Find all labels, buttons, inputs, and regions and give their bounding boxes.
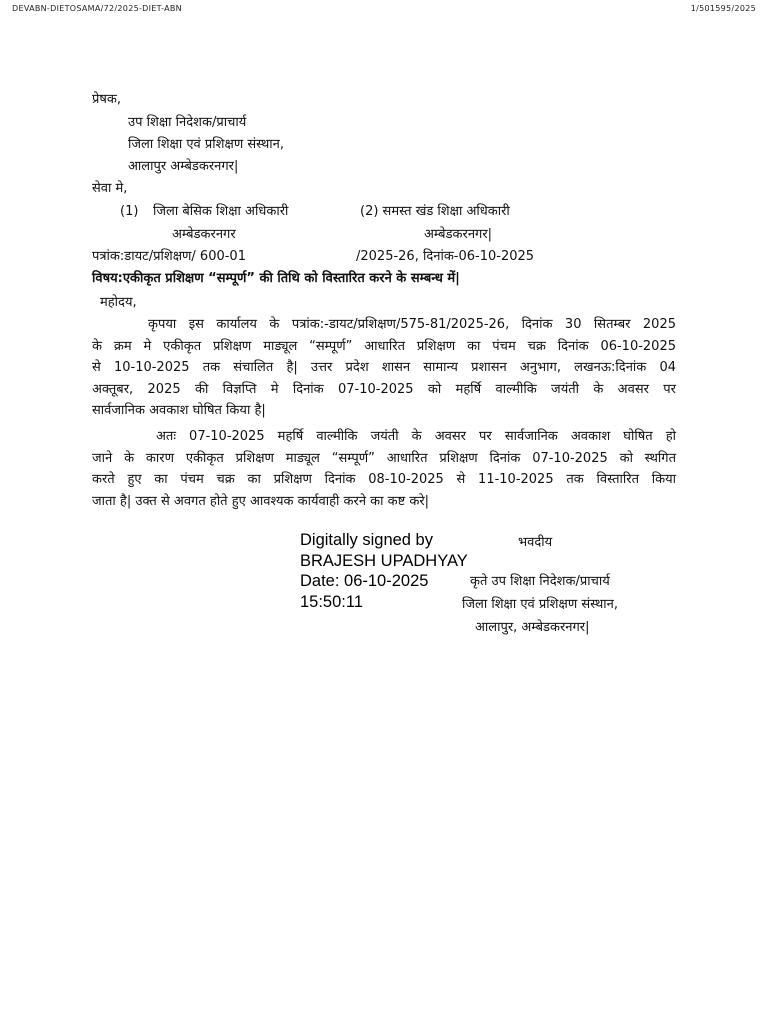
paragraph-line: सार्वजानिक अवकाश घोषित किया है| — [92, 403, 266, 418]
paragraph-line: के क्रम मे एकीकृत प्रशिक्षण माड्यूल “सम्पूर्ण” आधारित प्रशिक्षण का पंचम चक्र दिनांक 06-10-2025 — [92, 338, 676, 354]
signature-time: 15:50:11 — [300, 592, 364, 611]
recipient-1-number: (1) — [120, 204, 139, 219]
body-paragraph-2 — [92, 426, 676, 512]
recipient-2-place: अम्बेडकरनगर| — [424, 227, 493, 242]
paragraph-line: जाने के कारण एकीकृत प्रशिक्षण माड्यूल “सम्पूर्ण” आधारित प्रशिक्षण दिनांक 07-10-2025 को स्थगित — [92, 450, 676, 466]
paragraph-line: अक्तूबर, 2025 की विज्ञप्ति मे दिनांक 07-10-2025 को महर्षि वाल्मीकि जयंती के अवसर पर — [92, 381, 676, 397]
paragraph-line: कृपया इस कार्यालय के पत्रांक:-डायट/प्रशिक्षण/575-81/2025-26, दिनांक 30 सितम्बर 2025 — [148, 317, 676, 332]
paragraph-line: करते हुए का पंचम चक्र का प्रशिक्षण दिनांक 08-10-2025 से 11-10-2025 तक विस्तारित किया — [92, 472, 676, 487]
salutation: महोदय, — [100, 295, 137, 310]
signature-line: Digitally signed by — [300, 531, 433, 549]
digital-signature-block — [300, 530, 468, 612]
sender-designation: उप शिक्षा निदेशक/प्राचार्य — [128, 115, 247, 130]
closing-place: आलापुर, अम्बेडकरनगर| — [475, 620, 590, 635]
recipient-1-place: अम्बेडकरनगर — [172, 227, 236, 242]
signer-name: BRAJESH UPADHYAY — [300, 551, 468, 570]
closing-bhavdiya: भवदीय — [518, 535, 553, 550]
closing-designation: कृते उप शिक्षा निदेशक/प्राचार्य — [470, 574, 610, 589]
letter-date: /2025-26, दिनांक-06-10-2025 — [356, 249, 535, 264]
sender-label: प्रेषक, — [92, 92, 122, 107]
closing-institute: जिला शिक्षा एवं प्रशिक्षण संस्थान, — [462, 597, 618, 612]
recipient-1-name: जिला बेसिक शिक्षा अधिकारी — [153, 204, 289, 219]
recipient-2-name: (2) समस्त खंड शिक्षा अधिकारी — [360, 204, 510, 219]
subject-line: विषय:एकीकृत प्रशिक्षण “सम्पूर्ण” की तिथि को विस्तारित करने के सम्बन्ध में| — [92, 271, 460, 286]
letter-number: पत्रांक:डायट/प्रशिक्षण/ 600-01 — [92, 249, 246, 264]
paragraph-line: से 10-10-2025 तक संचालित है| उत्तर प्रदेश शासन सामान्य प्रशासन अनुभाग, लखनऊ:दिनांक 04 — [92, 360, 676, 375]
sender-place: आलापुर अम्बेडकरनगर| — [128, 159, 239, 174]
sender-institute: जिला शिक्षा एवं प्रशिक्षण संस्थान, — [128, 137, 284, 152]
paragraph-line: जाता है| उक्त से अवगत होते हुए आवश्यक कार्यवाही करने का कष्ट करे| — [92, 493, 430, 509]
body-paragraph-1 — [92, 314, 676, 422]
signature-date: Date: 06-10-2025 — [300, 572, 429, 590]
paragraph-line: अतः 07-10-2025 महर्षि वाल्मीकि जयंती के अवसर पर सार्वजानिक अवकाश घोषित हो — [156, 429, 676, 444]
document-reference-number: DEVABN-DIETOSAMA/72/2025-DIET-ABN — [12, 4, 182, 13]
recipients-label: सेवा मे, — [92, 181, 128, 196]
document-receipt-number: 1/501595/2025 — [690, 4, 756, 13]
